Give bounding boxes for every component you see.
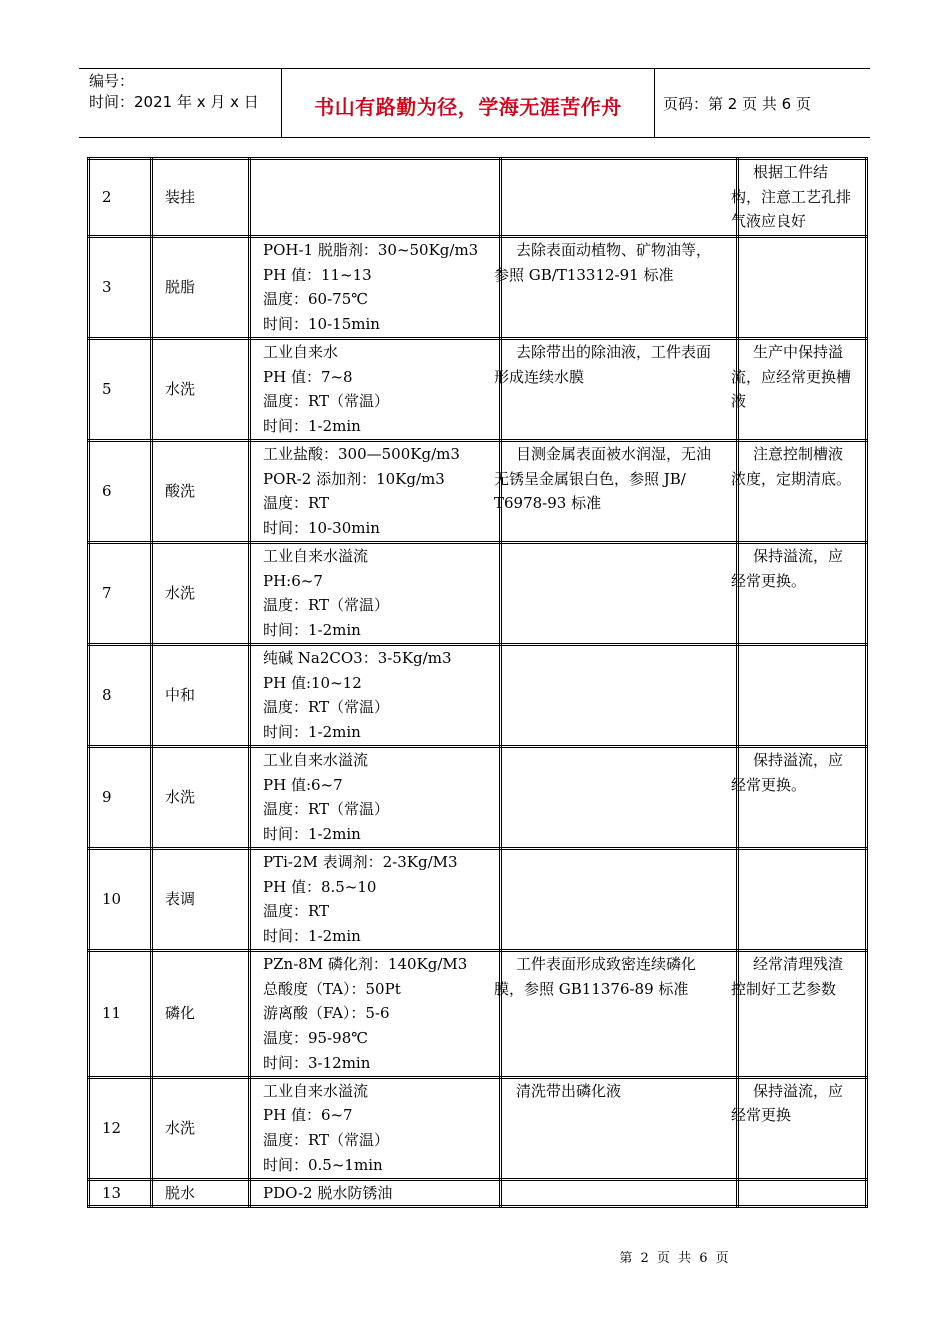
step-note (738, 849, 867, 951)
step-effect (501, 747, 738, 849)
process-row (89, 1077, 867, 1179)
note-line: 经常清理残渣 (753, 955, 844, 973)
step-effect (501, 849, 738, 951)
process-row (89, 1179, 867, 1207)
step-note (731, 543, 867, 645)
step-number: 6 (89, 441, 152, 543)
parameter-line: PTi-2M 表调剂：2-3Kg/M3 (263, 853, 458, 871)
parameter-line: 温度：RT (263, 494, 330, 513)
doc-number-label: 编号： (89, 72, 135, 90)
parameter-line: 温度：RT（常温） (263, 698, 390, 717)
step-parameters (250, 441, 501, 543)
note-line: 控制好工艺参数 (731, 979, 837, 998)
note-line: 保持溢流，应 (753, 1081, 844, 1100)
parameter-line: PH 值：11~13 (263, 265, 372, 284)
step-note (731, 339, 867, 441)
note-line: 生产中保持溢 (753, 343, 844, 361)
parameter-line: 纯碱 Na2CO3：3-5Kg/m3 (263, 649, 452, 667)
effect-line: 清洗带出磷化液 (516, 1081, 622, 1100)
step-name: 脱水 (152, 1179, 250, 1207)
effect-line: 膜，参照 GB11376-89 标准 (494, 979, 689, 998)
step-number: 2 (89, 159, 152, 237)
parameter-line: 总酸度（TA）：50Pt (263, 979, 401, 998)
note-line: 构，注意工艺孔排 (731, 187, 852, 206)
step-name: 水洗 (152, 339, 250, 441)
step-number: 12 (89, 1077, 152, 1179)
effect-line: 目测金属表面被水润湿，无油 (516, 445, 712, 463)
process-row (89, 237, 867, 339)
step-effect (501, 645, 738, 747)
page-footer: 第 2 页 共 6 页 (619, 1251, 731, 1266)
parameter-line: 温度：RT（常温） (263, 596, 390, 615)
process-row (89, 159, 867, 237)
process-row (89, 849, 867, 951)
parameter-line: 时间：1-2min (263, 621, 361, 640)
step-number: 9 (89, 747, 152, 849)
note-line: 流，应经常更换槽 (731, 367, 852, 386)
parameter-line: 温度：RT（常温） (263, 800, 390, 819)
parameter-line: 工业盐酸：300—500Kg/m3 (263, 445, 460, 463)
parameter-line: 温度：RT (263, 902, 330, 921)
parameter-line: PH 值：6~7 (263, 1106, 353, 1125)
parameter-line: 温度：RT（常温） (263, 1130, 390, 1149)
header-divider (654, 69, 655, 137)
effect-line: 工件表面形成致密连续磷化 (516, 955, 697, 973)
header-motto: 书山有路勤为径，学海无涯苦作舟 (314, 95, 622, 119)
step-number: 11 (89, 951, 152, 1078)
parameter-line: 时间：1-2min (263, 825, 361, 844)
parameter-line: 时间：1-2min (263, 417, 361, 436)
step-effect (494, 237, 738, 339)
step-name: 水洗 (152, 747, 250, 849)
parameter-line: 工业自来水溢流 (263, 547, 369, 565)
step-note (731, 159, 867, 237)
step-note (731, 1077, 867, 1179)
effect-line: 去除带出的除油液，工件表面 (516, 343, 712, 361)
parameter-line: 温度：RT（常温） (263, 392, 390, 411)
step-name: 中和 (152, 645, 250, 747)
step-name: 酸洗 (152, 441, 250, 543)
parameter-line: POH-1 脱脂剂：30~50Kg/m3 (263, 241, 479, 259)
step-number: 13 (89, 1179, 152, 1207)
step-number: 7 (89, 543, 152, 645)
parameter-line: 时间：10-15min (263, 315, 380, 334)
note-line: 液 (731, 392, 747, 411)
parameter-line: 游离酸（FA）：5-6 (263, 1004, 390, 1023)
header-meta (89, 71, 259, 113)
step-parameters (250, 237, 501, 339)
doc-date: 时间：2021 年 x 月 x 日 (89, 93, 259, 111)
note-line: 保持溢流，应 (753, 547, 844, 565)
parameter-line: PH 值:10~12 (263, 673, 362, 692)
note-line: 气液应良好 (731, 212, 807, 231)
parameter-line: 时间：3-12min (263, 1053, 371, 1072)
parameter-line: 工业自来水溢流 (263, 751, 369, 769)
step-note (738, 1179, 867, 1207)
step-name: 表调 (152, 849, 250, 951)
step-name: 水洗 (152, 543, 250, 645)
note-line: 经常更换。 (731, 775, 807, 794)
note-line: 注意控制槽液 (753, 445, 844, 463)
step-effect (494, 951, 738, 1078)
step-note (731, 747, 867, 849)
parameter-line: 时间：1-2min (263, 927, 361, 946)
parameter-line: 时间：1-2min (263, 723, 361, 742)
parameter-line: 温度：95-98℃ (263, 1029, 369, 1048)
step-parameters (250, 159, 501, 237)
step-parameters (250, 543, 501, 645)
step-number: 10 (89, 849, 152, 951)
step-parameters (250, 1179, 501, 1207)
step-effect (494, 441, 738, 543)
step-name: 装挂 (152, 159, 250, 237)
step-note (738, 237, 867, 339)
step-number: 3 (89, 237, 152, 339)
step-effect (501, 159, 738, 237)
parameter-line: PDO-2 脱水防锈油 (263, 1183, 393, 1202)
effect-line: 去除表面动植物、矿物油等， (516, 241, 712, 259)
step-parameters (250, 951, 501, 1078)
parameter-line: 时间：10-30min (263, 519, 380, 538)
parameter-line: 工业自来水溢流 (263, 1081, 369, 1100)
step-name: 水洗 (152, 1077, 250, 1179)
header-page-number: 页码：第 2 页 共 6 页 (663, 95, 811, 113)
process-row (89, 543, 867, 645)
parameter-line: PH 值：7~8 (263, 367, 353, 386)
process-row (89, 339, 867, 441)
step-parameters (250, 849, 501, 951)
process-row (89, 645, 867, 747)
page-header (79, 68, 870, 138)
effect-line: T6978-93 标准 (494, 494, 602, 513)
step-effect (501, 1077, 738, 1179)
step-note (731, 441, 867, 543)
process-row (89, 951, 867, 1078)
parameter-line: 工业自来水 (263, 343, 339, 361)
parameter-line: 时间：0.5~1min (263, 1155, 383, 1174)
step-note (731, 951, 867, 1078)
step-parameters (250, 645, 501, 747)
note-line: 经常更换。 (731, 571, 807, 590)
parameter-line: PH 值:6~7 (263, 775, 343, 794)
parameter-line: PZn-8M 磷化剂：140Kg/M3 (263, 955, 468, 973)
step-name: 磷化 (152, 951, 250, 1078)
process-table (87, 157, 868, 1208)
step-effect (501, 543, 738, 645)
effect-line: 形成连续水膜 (494, 367, 585, 386)
parameter-line: PH 值：8.5~10 (263, 877, 377, 896)
effect-line: 参照 GB/T13312-91 标准 (494, 265, 674, 284)
step-effect (494, 339, 738, 441)
note-line: 保持溢流，应 (753, 751, 844, 769)
step-parameters (250, 747, 501, 849)
effect-line: 无锈呈金属银白色，参照 JB/ (494, 469, 686, 488)
parameter-line: POR-2 添加剂：10Kg/m3 (263, 469, 445, 488)
process-row (89, 441, 867, 543)
step-number: 8 (89, 645, 152, 747)
note-line: 根据工件结 (753, 163, 829, 181)
step-parameters (250, 1077, 501, 1179)
note-line: 经常更换 (731, 1106, 792, 1125)
step-parameters (250, 339, 501, 441)
step-effect (501, 1179, 738, 1207)
process-table-body (89, 159, 867, 1207)
step-note (738, 645, 867, 747)
process-row (89, 747, 867, 849)
parameter-line: 温度：60-75℃ (263, 290, 369, 309)
parameter-line: PH:6~7 (263, 571, 323, 590)
step-number: 5 (89, 339, 152, 441)
note-line: 浓度，定期清底。 (731, 469, 852, 488)
step-name: 脱脂 (152, 237, 250, 339)
